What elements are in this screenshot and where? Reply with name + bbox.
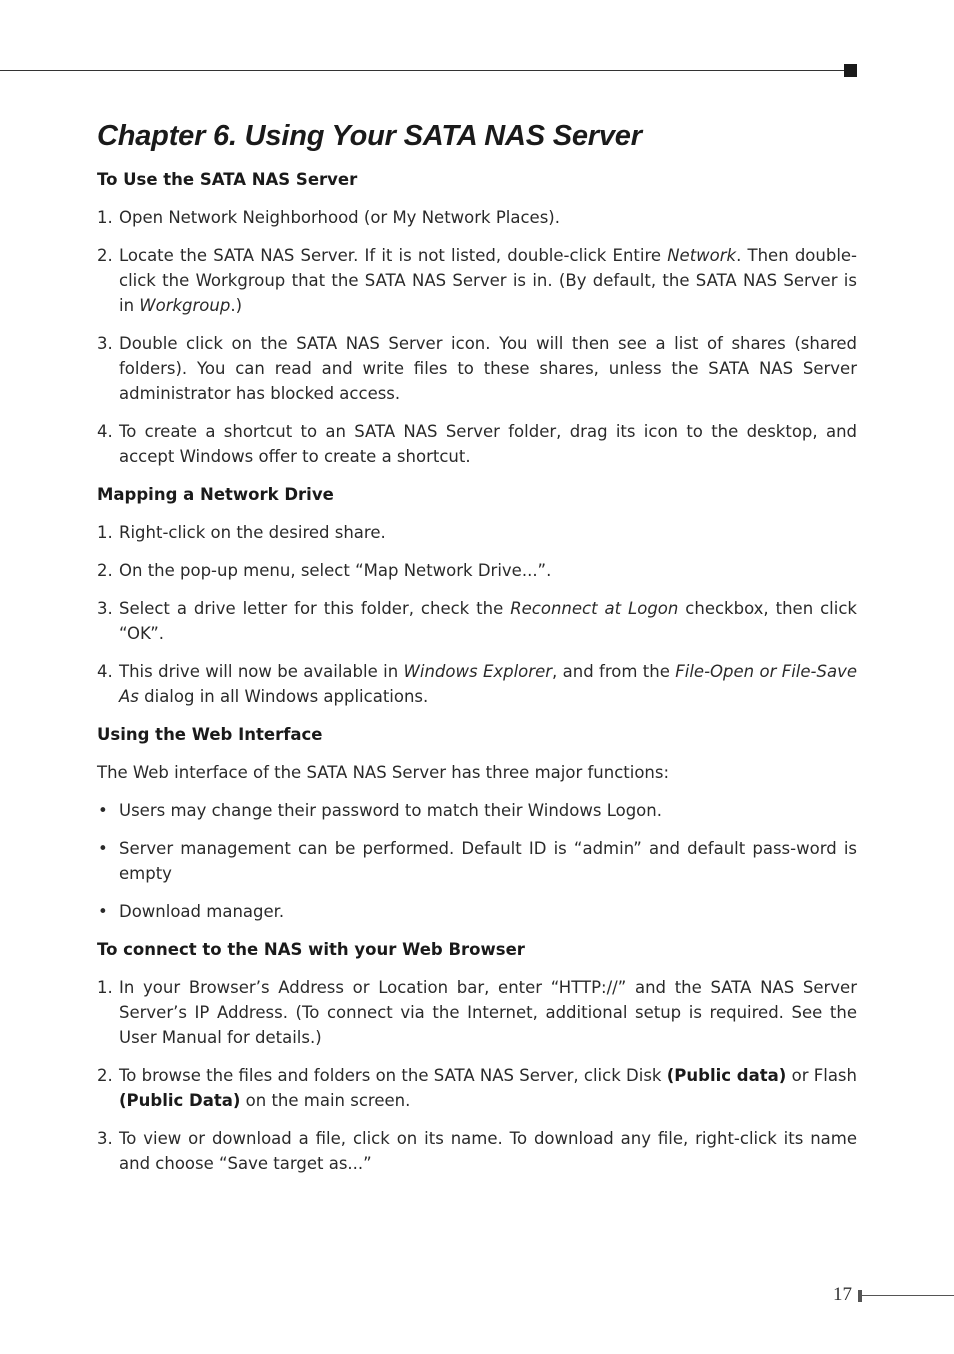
list-item [97,419,857,469]
step-text: Locate the SATA NAS Server. If it is not listed, double-click Entire [119,246,668,265]
list-item [97,1063,857,1113]
step-text: To create a shortcut to an SATA NAS Server folder, drag its icon to the desktop, and accept Windows offer to create a shortcut. [119,422,857,466]
bullet-dot: • [98,801,108,820]
step-emphasis: Windows Explorer [403,662,552,681]
section-heading-web: Using the Web Interface [97,725,323,744]
step-number: 1. [97,208,113,227]
page-number: 17 [833,1284,852,1305]
step-text: On the pop-up menu, select “Map Network Drive...”. [119,561,552,580]
list-item [97,558,857,583]
step-emphasis: Reconnect at Logon [510,599,679,618]
bullet-dot: • [98,902,108,921]
step-text: Open Network Neighborhood (or My Network Places). [119,208,560,227]
step-number: 1. [97,978,113,997]
list-item [97,520,857,545]
map-steps-list [97,520,857,709]
step-text: Right-click on the desired share. [119,523,386,542]
web-intro: The Web interface of the SATA NAS Server has three major functions: [97,763,670,782]
list-item [97,596,857,646]
step-text: . Then double-click the Workgroup that the SATA NAS Server is in. (By default, the SATA NAS Server is in [119,246,858,315]
list-item [97,836,857,886]
step-number: 1. [97,523,113,542]
chapter-title: Chapter 6. Using Your SATA NAS Server [97,120,642,152]
step-text: To browse the files and folders on the SATA NAS Server, click Disk [119,1066,667,1085]
step-text: or Flash [786,1066,857,1085]
web-bullets-list [97,798,857,924]
list-item [97,975,857,1050]
bullet-text: Download manager. [119,902,285,921]
step-number: 2. [97,246,113,265]
step-text: Select a drive letter for this folder, check the [119,599,511,618]
list-item [97,1126,857,1176]
step-text: on the main screen. [240,1091,411,1110]
step-emphasis: Network [667,246,737,265]
step-text: Double click on the SATA NAS Server icon. You will then see a list of shares (shared folders). You can read and write files to these shares, unless the SATA NAS Server administrator has blocked access. [119,334,857,403]
section-heading-map: Mapping a Network Drive [97,485,334,504]
step-number: 3. [97,334,113,353]
page-content [97,120,857,1189]
step-text: This drive will now be available in [119,662,404,681]
step-emphasis: File-Open or File-Save As [119,662,857,706]
step-text: , and from the [552,662,676,681]
list-item [97,331,857,406]
step-text: .) [230,296,243,315]
step-number: 4. [97,662,113,681]
step-emphasis: Workgroup [139,296,231,315]
step-number: 2. [97,1066,113,1085]
list-item [97,659,857,709]
list-item [97,798,857,823]
bullet-dot: • [98,839,108,858]
step-text: To view or download a file, click on its name. To download any file, right-click its name and choose “Save target as...” [119,1129,857,1173]
bullet-text: Server management can be performed. Default ID is “admin” and default pass-word is empty [119,839,857,883]
step-number: 3. [97,1129,113,1148]
connect-steps-list [97,975,857,1176]
header-rule [0,70,846,71]
list-item [97,899,857,924]
use-steps-list [97,205,857,469]
list-item [97,243,857,318]
section-heading-use: To Use the SATA NAS Server [97,170,358,189]
bullet-text: Users may change their password to match their Windows Logon. [119,801,662,820]
step-bold: (Public Data) [119,1091,241,1110]
step-number: 2. [97,561,113,580]
section-heading-connect: To connect to the NAS with your Web Browser [97,940,525,959]
step-text: dialog in all Windows applications. [138,687,429,706]
footer-tick-mark [858,1290,862,1302]
step-number: 4. [97,422,113,441]
step-number: 3. [97,599,113,618]
header-square-mark [844,64,857,77]
footer-rule [862,1295,954,1296]
list-item [97,205,857,230]
step-text: In your Browser’s Address or Location bar, enter “HTTP://” and the SATA NAS Server Server’s IP Address. (To connect via the Internet, additional setup is required. See the User Manual for details.) [119,978,857,1047]
step-bold: (Public data) [666,1066,787,1085]
step-text: checkbox, then click “OK”. [119,599,857,643]
